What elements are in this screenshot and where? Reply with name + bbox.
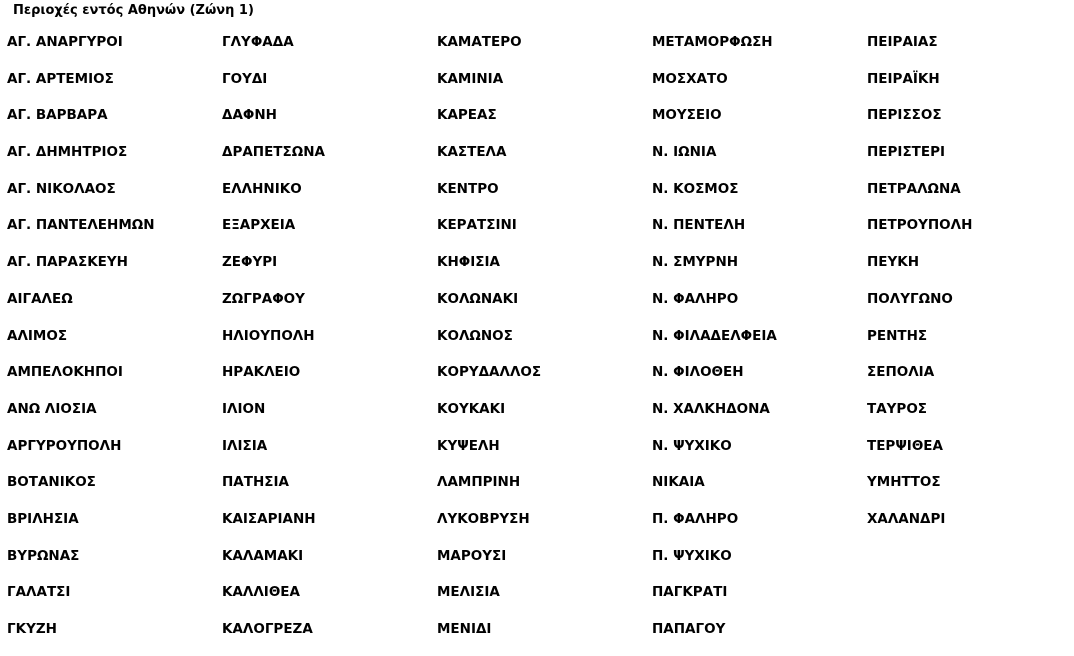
area-name: Ν. ΣΜΥΡΝΗ — [652, 254, 739, 271]
area-name: ΠΑΠΑΓΟΥ — [652, 621, 726, 637]
area-name: ΚΑΛΛΙΘΕΑ — [222, 584, 300, 601]
area-name: ΠΕΙΡΑΪΚΗ — [867, 70, 940, 87]
area-name: ΠΕΤΡΑΛΩΝΑ — [867, 180, 961, 197]
area-name: ΚΕΡΑΤΣΙΝΙ — [437, 217, 517, 234]
area-name: ΕΛΛΗΝΙΚΟ — [222, 180, 302, 197]
area-name: ΚΟΛΩΝΑΚΙ — [437, 290, 519, 307]
area-name: ΚΑΣΤΕΛΑ — [437, 144, 507, 161]
area-name: ΛΥΚΟΒΡΥΣΗ — [437, 510, 530, 527]
area-name: ΗΡΑΚΛΕΙΟ — [222, 364, 301, 381]
area-name: Π. ΨΥΧΙΚΟ — [652, 547, 732, 564]
area-name: ΚΑΜΙΝΙΑ — [437, 70, 504, 87]
area-name: ΓΛΥΦΑΔΑ — [222, 34, 294, 50]
area-name: ΖΩΓΡΑΦΟΥ — [222, 290, 305, 307]
page-title: Περιοχές εντός Αθηνών (Ζώνη 1) — [13, 3, 254, 18]
area-name: ΑΓ. ΔΗΜΗΤΡΙΟΣ — [7, 144, 128, 161]
area-name: ΓΚΥΖΗ — [7, 621, 57, 637]
area-name: ΜΕΝΙΔΙ — [437, 621, 492, 637]
area-name: ΡΕΝΤΗΣ — [867, 327, 928, 344]
area-name: Π. ΦΑΛΗΡΟ — [652, 510, 739, 527]
area-name: Ν. ΙΩΝΙΑ — [652, 144, 717, 161]
area-name: ΧΑΛΑΝΔΡΙ — [867, 510, 946, 527]
area-name: Ν. ΨΥΧΙΚΟ — [652, 437, 732, 454]
area-name: Ν. ΚΟΣΜΟΣ — [652, 180, 739, 197]
empty-cell — [867, 619, 1067, 656]
area-name: ΑΛΙΜΟΣ — [7, 327, 68, 344]
area-name: ΙΛΙΣΙΑ — [222, 437, 268, 454]
area-name: ΓΟΥΔΙ — [222, 70, 268, 87]
area-name: ΑΓ. ΑΝΑΡΓΥΡΟΙ — [7, 34, 123, 50]
area-name: ΑΓ. ΠΑΝΤΕΛΕΗΜΩΝ — [7, 217, 155, 234]
area-name: ΚΑΛΟΓΡΕΖΑ — [222, 621, 313, 637]
area-name: ΚΟΥΚΑΚΙ — [437, 400, 506, 417]
area-name: ΑΓ. ΒΑΡΒΑΡΑ — [7, 107, 108, 124]
area-name: ΤΕΡΨΙΘΕΑ — [867, 437, 943, 454]
area-name: ΠΕΡΙΣΤΕΡΙ — [867, 144, 946, 161]
area-name: ΙΛΙΟΝ — [222, 400, 266, 417]
area-name: ΚΟΡΥΔΑΛΛΟΣ — [437, 364, 542, 381]
area-list — [7, 32, 1067, 656]
area-name: ΚΑΙΣΑΡΙΑΝΗ — [222, 510, 316, 527]
area-name: ΠΑΤΗΣΙΑ — [222, 474, 289, 491]
area-name: ΜΟΥΣΕΙΟ — [652, 107, 722, 124]
area-name: ΑΝΩ ΛΙΟΣΙΑ — [7, 400, 97, 417]
area-name: ΚΑΛΑΜΑΚΙ — [222, 547, 304, 564]
area-name: ΑΓ. ΠΑΡΑΣΚΕΥΗ — [7, 254, 128, 271]
area-name: Ν. ΧΑΛΚΗΔΟΝΑ — [652, 400, 770, 417]
area-name: ΚΥΨΕΛΗ — [437, 437, 500, 454]
area-name: ΜΑΡΟΥΣΙ — [437, 547, 507, 564]
area-name: ΔΑΦΝΗ — [222, 107, 277, 124]
empty-cell — [867, 546, 1067, 583]
area-name: ΤΑΥΡΟΣ — [867, 400, 928, 417]
area-name: ΑΓ. ΑΡΤΕΜΙΟΣ — [7, 70, 114, 87]
area-name: Ν. ΠΕΝΤΕΛΗ — [652, 217, 746, 234]
area-name: ΠΕΥΚΗ — [867, 254, 920, 271]
area-name: ΠΕΙΡΑΙΑΣ — [867, 34, 938, 50]
area-name: ΔΡΑΠΕΤΣΩΝΑ — [222, 144, 325, 161]
area-name: ΚΟΛΩΝΟΣ — [437, 327, 513, 344]
area-name: ΣΕΠΟΛΙΑ — [867, 364, 935, 381]
area-name: ΚΕΝΤΡΟ — [437, 180, 499, 197]
area-name: Ν. ΦΑΛΗΡΟ — [652, 290, 739, 307]
area-name: ΒΥΡΩΝΑΣ — [7, 547, 80, 564]
area-name: ΝΙΚΑΙΑ — [652, 474, 705, 491]
area-name: ΠΕΡΙΣΣΟΣ — [867, 107, 942, 124]
area-name: ΚΑΜΑΤΕΡΟ — [437, 34, 522, 50]
empty-cell — [867, 582, 1067, 619]
area-name: ΑΡΓΥΡΟΥΠΟΛΗ — [7, 437, 122, 454]
area-name: ΜΕΤΑΜΟΡΦΩΣΗ — [652, 34, 773, 50]
area-name: ΒΟΤΑΝΙΚΟΣ — [7, 474, 96, 491]
area-name: Ν. ΦΙΛΟΘΕΗ — [652, 364, 744, 381]
area-name: Ν. ΦΙΛΑΔΕΛΦΕΙΑ — [652, 327, 777, 344]
area-name: ΠΟΛΥΓΩΝΟ — [867, 290, 953, 307]
area-name: ΓΑΛΑΤΣΙ — [7, 584, 71, 601]
area-name: ΕΞΑΡΧΕΙΑ — [222, 217, 296, 234]
area-name: ΑΓ. ΝΙΚΟΛΑΟΣ — [7, 180, 116, 197]
area-name: ΑΜΠΕΛΟΚΗΠΟΙ — [7, 364, 123, 381]
area-name: ΥΜΗΤΤΟΣ — [867, 474, 941, 491]
area-name: ΠΑΓΚΡΑΤΙ — [652, 584, 728, 601]
area-name: ΑΙΓΑΛΕΩ — [7, 290, 73, 307]
area-name: ΛΑΜΠΡΙΝΗ — [437, 474, 521, 491]
area-name: ΗΛΙΟΥΠΟΛΗ — [222, 327, 315, 344]
area-name: ΠΕΤΡΟΥΠΟΛΗ — [867, 217, 973, 234]
area-name: ΚΑΡΕΑΣ — [437, 107, 497, 124]
area-name: ΚΗΦΙΣΙΑ — [437, 254, 500, 271]
area-name: ΜΕΛΙΣΙΑ — [437, 584, 500, 601]
area-name: ΒΡΙΛΗΣΙΑ — [7, 510, 79, 527]
area-name: ΜΟΣΧΑΤΟ — [652, 70, 728, 87]
area-name: ΖΕΦΥΡΙ — [222, 254, 278, 271]
